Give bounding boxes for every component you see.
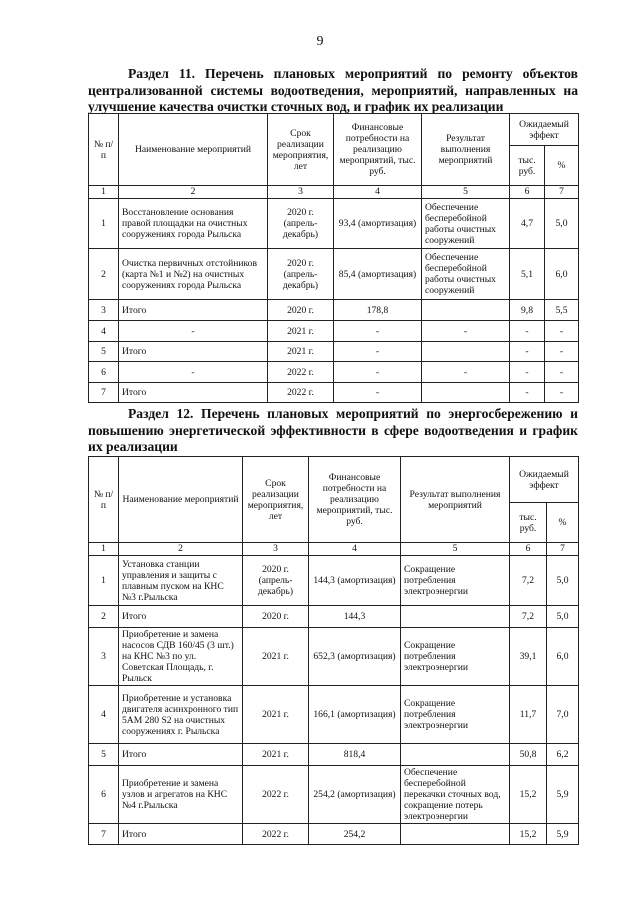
column-number-row	[89, 186, 579, 199]
expected-result	[422, 342, 510, 362]
financial-needs: 93,4 (амортизация)	[334, 199, 422, 249]
row-number: 1	[89, 199, 119, 249]
effect-money: 7,2	[510, 606, 547, 628]
total-row	[89, 824, 579, 845]
implementation-term: 2021 г.	[243, 686, 309, 744]
expected-result: Обеспечение бесперебойной работы очистных сооружений	[422, 249, 510, 300]
implementation-term: 2021 г.	[243, 628, 309, 686]
effect-money: 15,2	[510, 766, 547, 824]
effect-money: -	[510, 383, 545, 403]
effect-money: 9,8	[510, 300, 545, 321]
financial-needs: 144,3	[309, 606, 401, 628]
financial-needs: -	[334, 362, 422, 383]
column-number: 4	[309, 543, 401, 556]
expected-result	[401, 824, 510, 845]
effect-percent: -	[545, 362, 579, 383]
row-number: 5	[89, 744, 119, 766]
table-row	[89, 321, 579, 342]
financial-needs: 178,8	[334, 300, 422, 321]
row-number: 7	[89, 383, 119, 403]
measure-name: -	[119, 362, 268, 383]
total-row	[89, 342, 579, 362]
total-row	[89, 744, 579, 766]
column-number: 2	[119, 186, 268, 199]
effect-percent: 5,0	[545, 199, 579, 249]
header-effect-pct: %	[545, 146, 579, 186]
financial-needs: 254,2 (амортизация)	[309, 766, 401, 824]
expected-result: -	[422, 321, 510, 342]
expected-result	[422, 383, 510, 403]
effect-money: 39,1	[510, 628, 547, 686]
row-number: 3	[89, 628, 119, 686]
effect-money: -	[510, 321, 545, 342]
implementation-term: 2020 г.	[268, 300, 334, 321]
header-effect-money: тыс. руб.	[510, 503, 547, 543]
row-number: 2	[89, 606, 119, 628]
column-number: 6	[510, 543, 547, 556]
implementation-term: 2020 г.	[243, 606, 309, 628]
table-row	[89, 766, 579, 824]
implementation-term: 2021 г.	[268, 342, 334, 362]
table-row	[89, 249, 579, 300]
implementation-term: 2021 г.	[243, 744, 309, 766]
effect-percent: -	[545, 342, 579, 362]
effect-percent: -	[545, 383, 579, 403]
column-number: 7	[545, 186, 579, 199]
effect-money: 11,7	[510, 686, 547, 744]
effect-percent: 6,0	[547, 628, 579, 686]
measure-name: Восстановление основания правой площадки на очистных сооружениях города Рыльска	[119, 199, 268, 249]
row-number: 6	[89, 766, 119, 824]
row-number: 3	[89, 300, 119, 321]
header-effect-pct: %	[547, 503, 579, 543]
row-number: 4	[89, 321, 119, 342]
effect-money: 15,2	[510, 824, 547, 845]
column-number: 3	[243, 543, 309, 556]
header-name: Наименование мероприятий	[119, 457, 243, 543]
total-row	[89, 606, 579, 628]
effect-percent: 6,0	[545, 249, 579, 300]
header-result: Результат выполнения мероприятий	[422, 114, 510, 186]
financial-needs: -	[334, 342, 422, 362]
expected-result: Обеспечение бесперебойной работы очистных сооружений	[422, 199, 510, 249]
expected-result: Обеспечение бесперебойной перекачки сточных вод, сокращение потерь электроэнергии	[401, 766, 510, 824]
row-number: 6	[89, 362, 119, 383]
column-number: 3	[268, 186, 334, 199]
measure-name: Итого	[119, 300, 268, 321]
table-row	[89, 686, 579, 744]
financial-needs: 818,4	[309, 744, 401, 766]
header-effect: Ожидаемый эффект	[510, 114, 579, 146]
effect-percent: 5,5	[545, 300, 579, 321]
column-number: 6	[510, 186, 545, 199]
expected-result: -	[422, 362, 510, 383]
effect-money: 7,2	[510, 556, 547, 606]
page-number: 9	[316, 34, 324, 49]
table-row	[89, 556, 579, 606]
row-number: 5	[89, 342, 119, 362]
row-number: 1	[89, 556, 119, 606]
implementation-term: 2020 г. (апрель-декабрь)	[243, 556, 309, 606]
header-num: № п/п	[89, 114, 119, 186]
implementation-term: 2020 г. (апрель-декабрь)	[268, 199, 334, 249]
effect-percent: 5,9	[547, 766, 579, 824]
measure-name: Итого	[119, 383, 268, 403]
measure-name: Приобретение и замена узлов и агрегатов на КНС №4 г.Рыльска	[119, 766, 243, 824]
implementation-term: 2022 г.	[243, 766, 309, 824]
expected-result: Сокращение потребления электроэнергии	[401, 628, 510, 686]
column-number: 4	[334, 186, 422, 199]
header-num: № п/п	[89, 457, 119, 543]
row-number: 2	[89, 249, 119, 300]
table-row	[89, 362, 579, 383]
effect-percent: 5,0	[547, 556, 579, 606]
row-number: 4	[89, 686, 119, 744]
effect-money: -	[510, 342, 545, 362]
expected-result	[422, 300, 510, 321]
measure-name: Итого	[119, 606, 243, 628]
financial-needs: 652,3 (амортизация)	[309, 628, 401, 686]
section-11-title: Раздел 11. Перечень плановых мероприятий по ремонту объектов централизованной системы водоотведения, мероприятий, направленных на улучшение качества очистки сточных вод, и график их реализации	[88, 66, 578, 114]
row-number: 7	[89, 824, 119, 845]
header-term: Срок реализации мероприятия, лет	[243, 457, 309, 543]
column-number: 5	[422, 186, 510, 199]
measure-name: Итого	[119, 342, 268, 362]
measure-name: Приобретение и установка двигателя асинхронного тип 5АМ 280 S2 на очистных сооружениях г. Рыльска	[119, 686, 243, 744]
header-term: Срок реализации мероприятия, лет	[268, 114, 334, 186]
column-number: 1	[89, 543, 119, 556]
column-number: 1	[89, 186, 119, 199]
header-finance: Финансовые потребности на реализацию мероприятий, тыс. руб.	[334, 114, 422, 186]
header-finance: Финансовые потребности на реализацию мероприятий, тыс. руб.	[309, 457, 401, 543]
section-12-title: Раздел 12. Перечень плановых мероприятий по энергосбережению и повышению энергетической эффективности в сфере водоотведения и график их реализации	[88, 406, 578, 454]
effect-money: 4,7	[510, 199, 545, 249]
column-number-row	[89, 543, 579, 556]
expected-result: Сокращение потребления электроэнергии	[401, 686, 510, 744]
financial-needs: -	[334, 383, 422, 403]
measure-name: -	[119, 321, 268, 342]
financial-needs: 166,1 (амортизация)	[309, 686, 401, 744]
financial-needs: -	[334, 321, 422, 342]
effect-percent: -	[545, 321, 579, 342]
measure-name: Установка станции управления и защиты с плавным пуском на КНС №3 г.Рыльска	[119, 556, 243, 606]
implementation-term: 2022 г.	[268, 383, 334, 403]
column-number: 7	[547, 543, 579, 556]
effect-money: 50,8	[510, 744, 547, 766]
table-row	[89, 628, 579, 686]
total-row	[89, 383, 579, 403]
measure-name: Итого	[119, 824, 243, 845]
effect-percent: 6,2	[547, 744, 579, 766]
implementation-term: 2021 г.	[268, 321, 334, 342]
header-effect-money: тыс. руб.	[510, 146, 545, 186]
effect-percent: 5,0	[547, 606, 579, 628]
expected-result	[401, 606, 510, 628]
section-11-table	[88, 113, 579, 403]
header-result: Результат выполнения мероприятий	[401, 457, 510, 543]
effect-money: 5,1	[510, 249, 545, 300]
implementation-term: 2020 г. (апрель-декабрь)	[268, 249, 334, 300]
column-number: 5	[401, 543, 510, 556]
total-row	[89, 300, 579, 321]
measure-name: Очистка первичных отстойников (карта №1 и №2) на очистных сооружениях города Рыльска	[119, 249, 268, 300]
financial-needs: 254,2	[309, 824, 401, 845]
effect-percent: 7,0	[547, 686, 579, 744]
financial-needs: 144,3 (амортизация)	[309, 556, 401, 606]
expected-result	[401, 744, 510, 766]
header-name: Наименование мероприятий	[119, 114, 268, 186]
table-row	[89, 199, 579, 249]
column-number: 2	[119, 543, 243, 556]
section-12-table	[88, 456, 579, 845]
measure-name: Итого	[119, 744, 243, 766]
financial-needs: 85,4 (амортизация)	[334, 249, 422, 300]
effect-money: -	[510, 362, 545, 383]
effect-percent: 5,9	[547, 824, 579, 845]
implementation-term: 2022 г.	[243, 824, 309, 845]
measure-name: Приобретение и замена насосов СДВ 160/45 (3 шт.) на КНС №3 по ул. Советская Площадь, г. Рыльск	[119, 628, 243, 686]
expected-result: Сокращение потребления электроэнергии	[401, 556, 510, 606]
header-effect: Ожидаемый эффект	[510, 457, 579, 503]
implementation-term: 2022 г.	[268, 362, 334, 383]
